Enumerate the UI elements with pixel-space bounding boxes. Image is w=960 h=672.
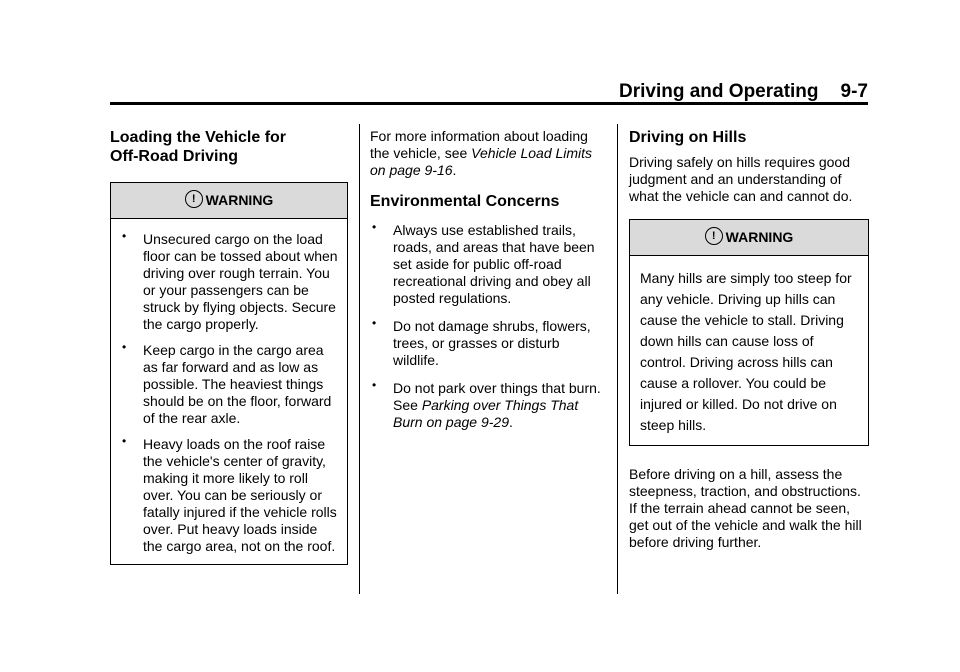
list-item: • Unsecured cargo on the load floor can be tossed about when driving over rough terrain. You or your passengers can be struck by flying objects. Secure the cargo properly. (120, 231, 338, 333)
warning-header (630, 220, 868, 256)
warning-box-cargo (110, 182, 348, 565)
warning-body (630, 256, 868, 445)
cross-ref-link[interactable]: Vehicle Load Limits on page 9-16 (370, 145, 593, 178)
list-item: • Do not park over things that burn. See Parking over Things That Burn on page 9-29. (370, 380, 606, 431)
header-rule (110, 102, 868, 105)
warning-icon: ! (705, 227, 723, 245)
page-header (110, 80, 868, 104)
column-divider (359, 124, 360, 594)
list-item: • Keep cargo in the cargo area as far forward and as low as possible. The heaviest things should be on the floor, forward of the rear axle. (120, 342, 338, 427)
column-environment (370, 128, 606, 442)
page-number: 9-7 (840, 81, 868, 102)
hills-after-paragraph: Before driving on a hill, assess the steepness, traction, and obstructions. If the terrain ahead cannot be seen, get out of the vehicle and walk the hill before driving further. (629, 466, 862, 550)
list-item: • Heavy loads on the roof raise the vehicle's center of gravity, making it more likely to roll over. You can be seriously or fatally injured if the vehicle rolls over. Put heavy loads inside the cargo area, not on the roof. (120, 436, 338, 555)
warning-label: WARNING (725, 229, 794, 245)
section-title: Driving and Operating (619, 81, 819, 102)
list-item: • Always use established trails, roads, and areas that have been set aside for public off-road recreational driving and obey all posted regulations. (370, 222, 606, 307)
environment-list (370, 222, 606, 431)
hills-intro-paragraph: Driving safely on hills requires good judgment and an understanding of what the vehicle can and cannot do. (629, 154, 853, 204)
section-heading-hills: Driving on Hills (629, 129, 747, 146)
section-heading-loading: Loading the Vehicle for Off-Road Driving (110, 129, 287, 165)
list-item: • Do not damage shrubs, flowers, trees, or grasses or disturb wildlife. (370, 318, 606, 369)
warning-box-hills (629, 219, 869, 446)
warning-list (120, 231, 338, 555)
warning-icon: ! (185, 190, 203, 208)
warning-header (111, 183, 347, 219)
section-heading-environment: Environmental Concerns (370, 193, 560, 210)
column-loading (110, 128, 348, 565)
warning-body (111, 219, 347, 564)
warning-text: Many hills are simply too steep for any vehicle. Driving up hills can cause the vehicle to stall. Driving down hills can cause loss of control. Driving across hills can cause a rollover. You could be injured or killed. Do not drive on steep hills. (640, 270, 852, 433)
cross-ref-link[interactable]: Parking over Things That Burn on page 9-29 (393, 397, 579, 430)
warning-label: WARNING (205, 192, 274, 208)
column-divider (617, 124, 618, 594)
load-info-paragraph: For more information about loading the vehicle, see Vehicle Load Limits on page 9-16. (370, 128, 593, 178)
column-hills (629, 128, 869, 551)
